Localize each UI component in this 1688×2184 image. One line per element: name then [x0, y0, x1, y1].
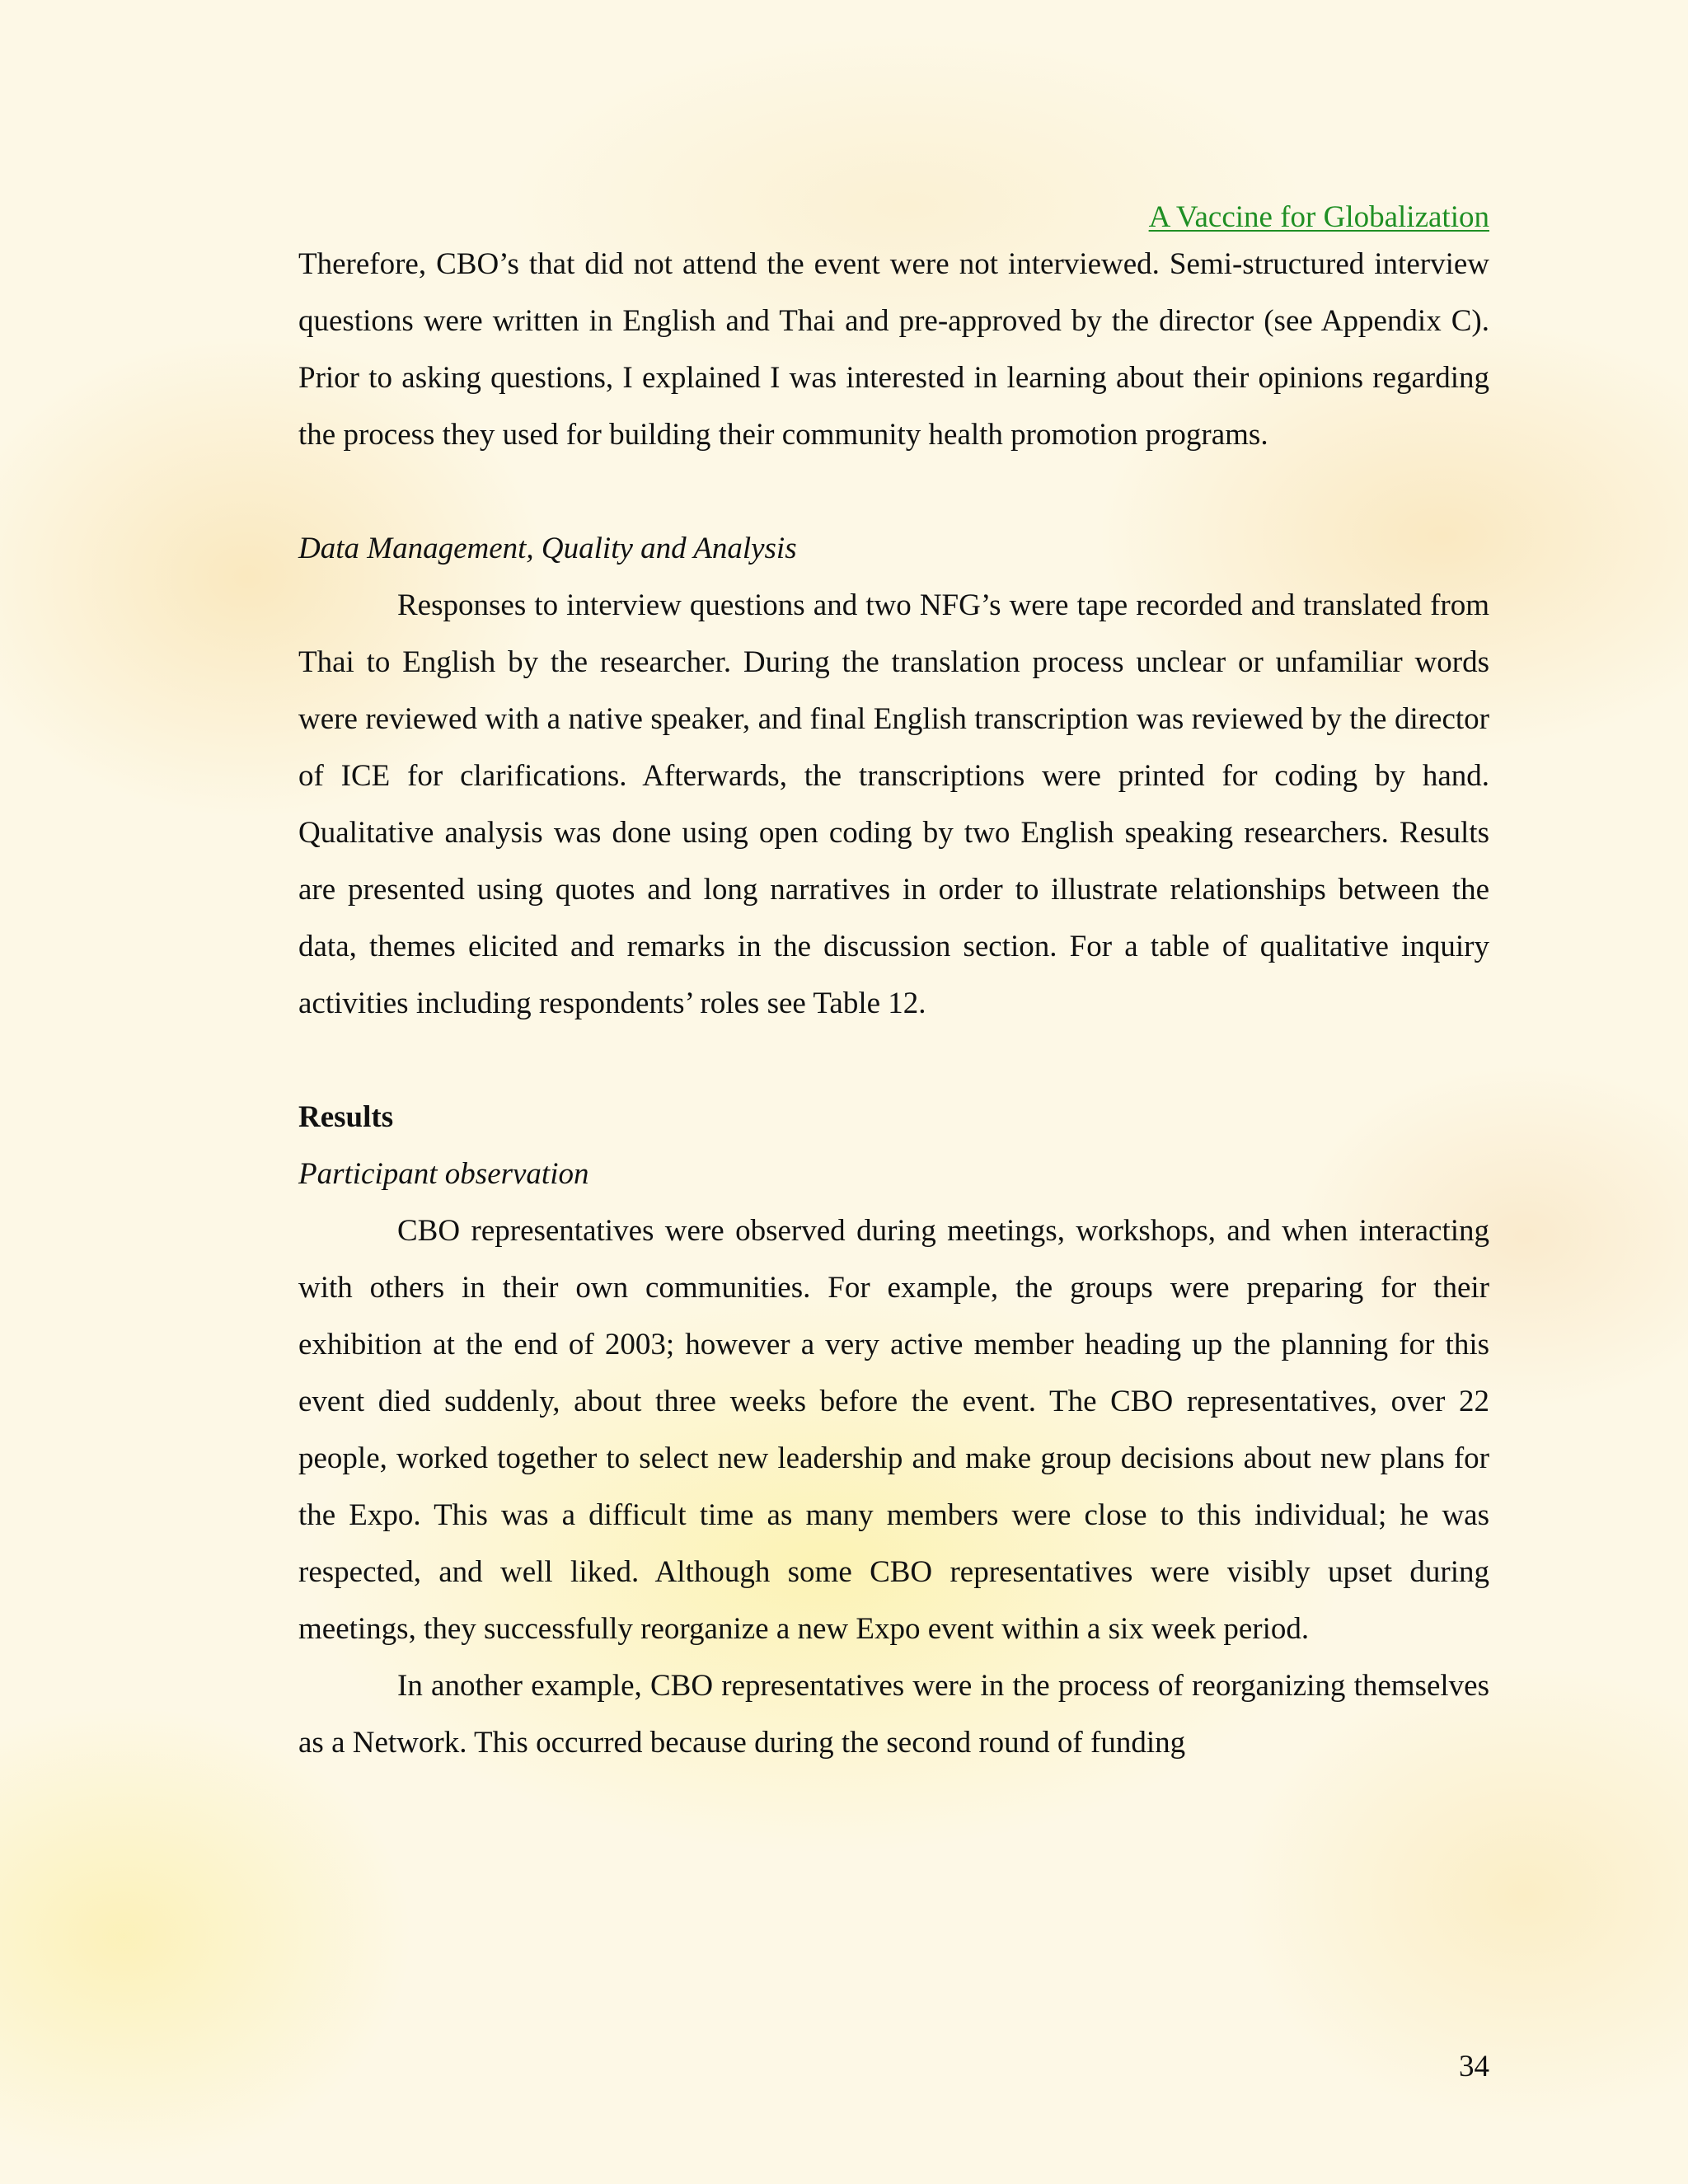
subheading-data-management: Data Management, Quality and Analysis: [298, 532, 797, 565]
heading-results: Results: [298, 1100, 394, 1134]
section-spacer: [298, 463, 1489, 520]
section-spacer: [298, 1032, 1489, 1089]
page-number: 34: [1459, 2050, 1489, 2083]
paragraph-data-management: Responses to interview questions and two NFG’s were tape recorded and translated from Thai to English by the researcher. During the translation process unclear or unfamiliar words were reviewed with a native speaker, and final English transcription was reviewed by the director of ICE for clarifications. Afterwards, the transcriptions were printed for coding by hand. Qualitative analysis was done using open coding by two English speaking researchers. Results are presented using quotes and long narratives in order to illustrate relationships between the data, themes elicited and remarks in the discussion section. For a table of qualitative inquiry activities including respondents’ roles see Table 12.: [298, 588, 1489, 1020]
paragraph-network-example: In another example, CBO representatives were in the process of reorganizing themselves as a Network. This occurred because during the second round of funding: [298, 1669, 1489, 1760]
page-body: [298, 236, 1489, 1771]
subheading-participant-observation: Participant observation: [298, 1157, 589, 1191]
paragraph-expo-example: CBO representatives were observed during meetings, workshops, and when interacting with others in their own communities. For example, the groups were preparing for their exhibition at the end of 2003; however a very active member heading up the planning for this event died suddenly, about three weeks before the event. The CBO representatives, over 22 people, worked together to select new leadership and make group decisions about new plans for the Expo. This was a difficult time as many members were close to this individual; he was respected, and well liked. Although some CBO representatives were visibly upset during meetings, they successfully reorganize a new Expo event within a six week period.: [298, 1214, 1489, 1646]
running-header-title: A Vaccine for Globalization: [1148, 200, 1489, 234]
paragraph-interview-method: Therefore, CBO’s that did not attend the event were not interviewed. Semi-structured interview questions were written in English and Thai and pre-approved by the director (see Appendix C). Prior to asking questions, I explained I was interested in learning about their opinions regarding the process they used for building their community health promotion programs.: [298, 247, 1489, 452]
